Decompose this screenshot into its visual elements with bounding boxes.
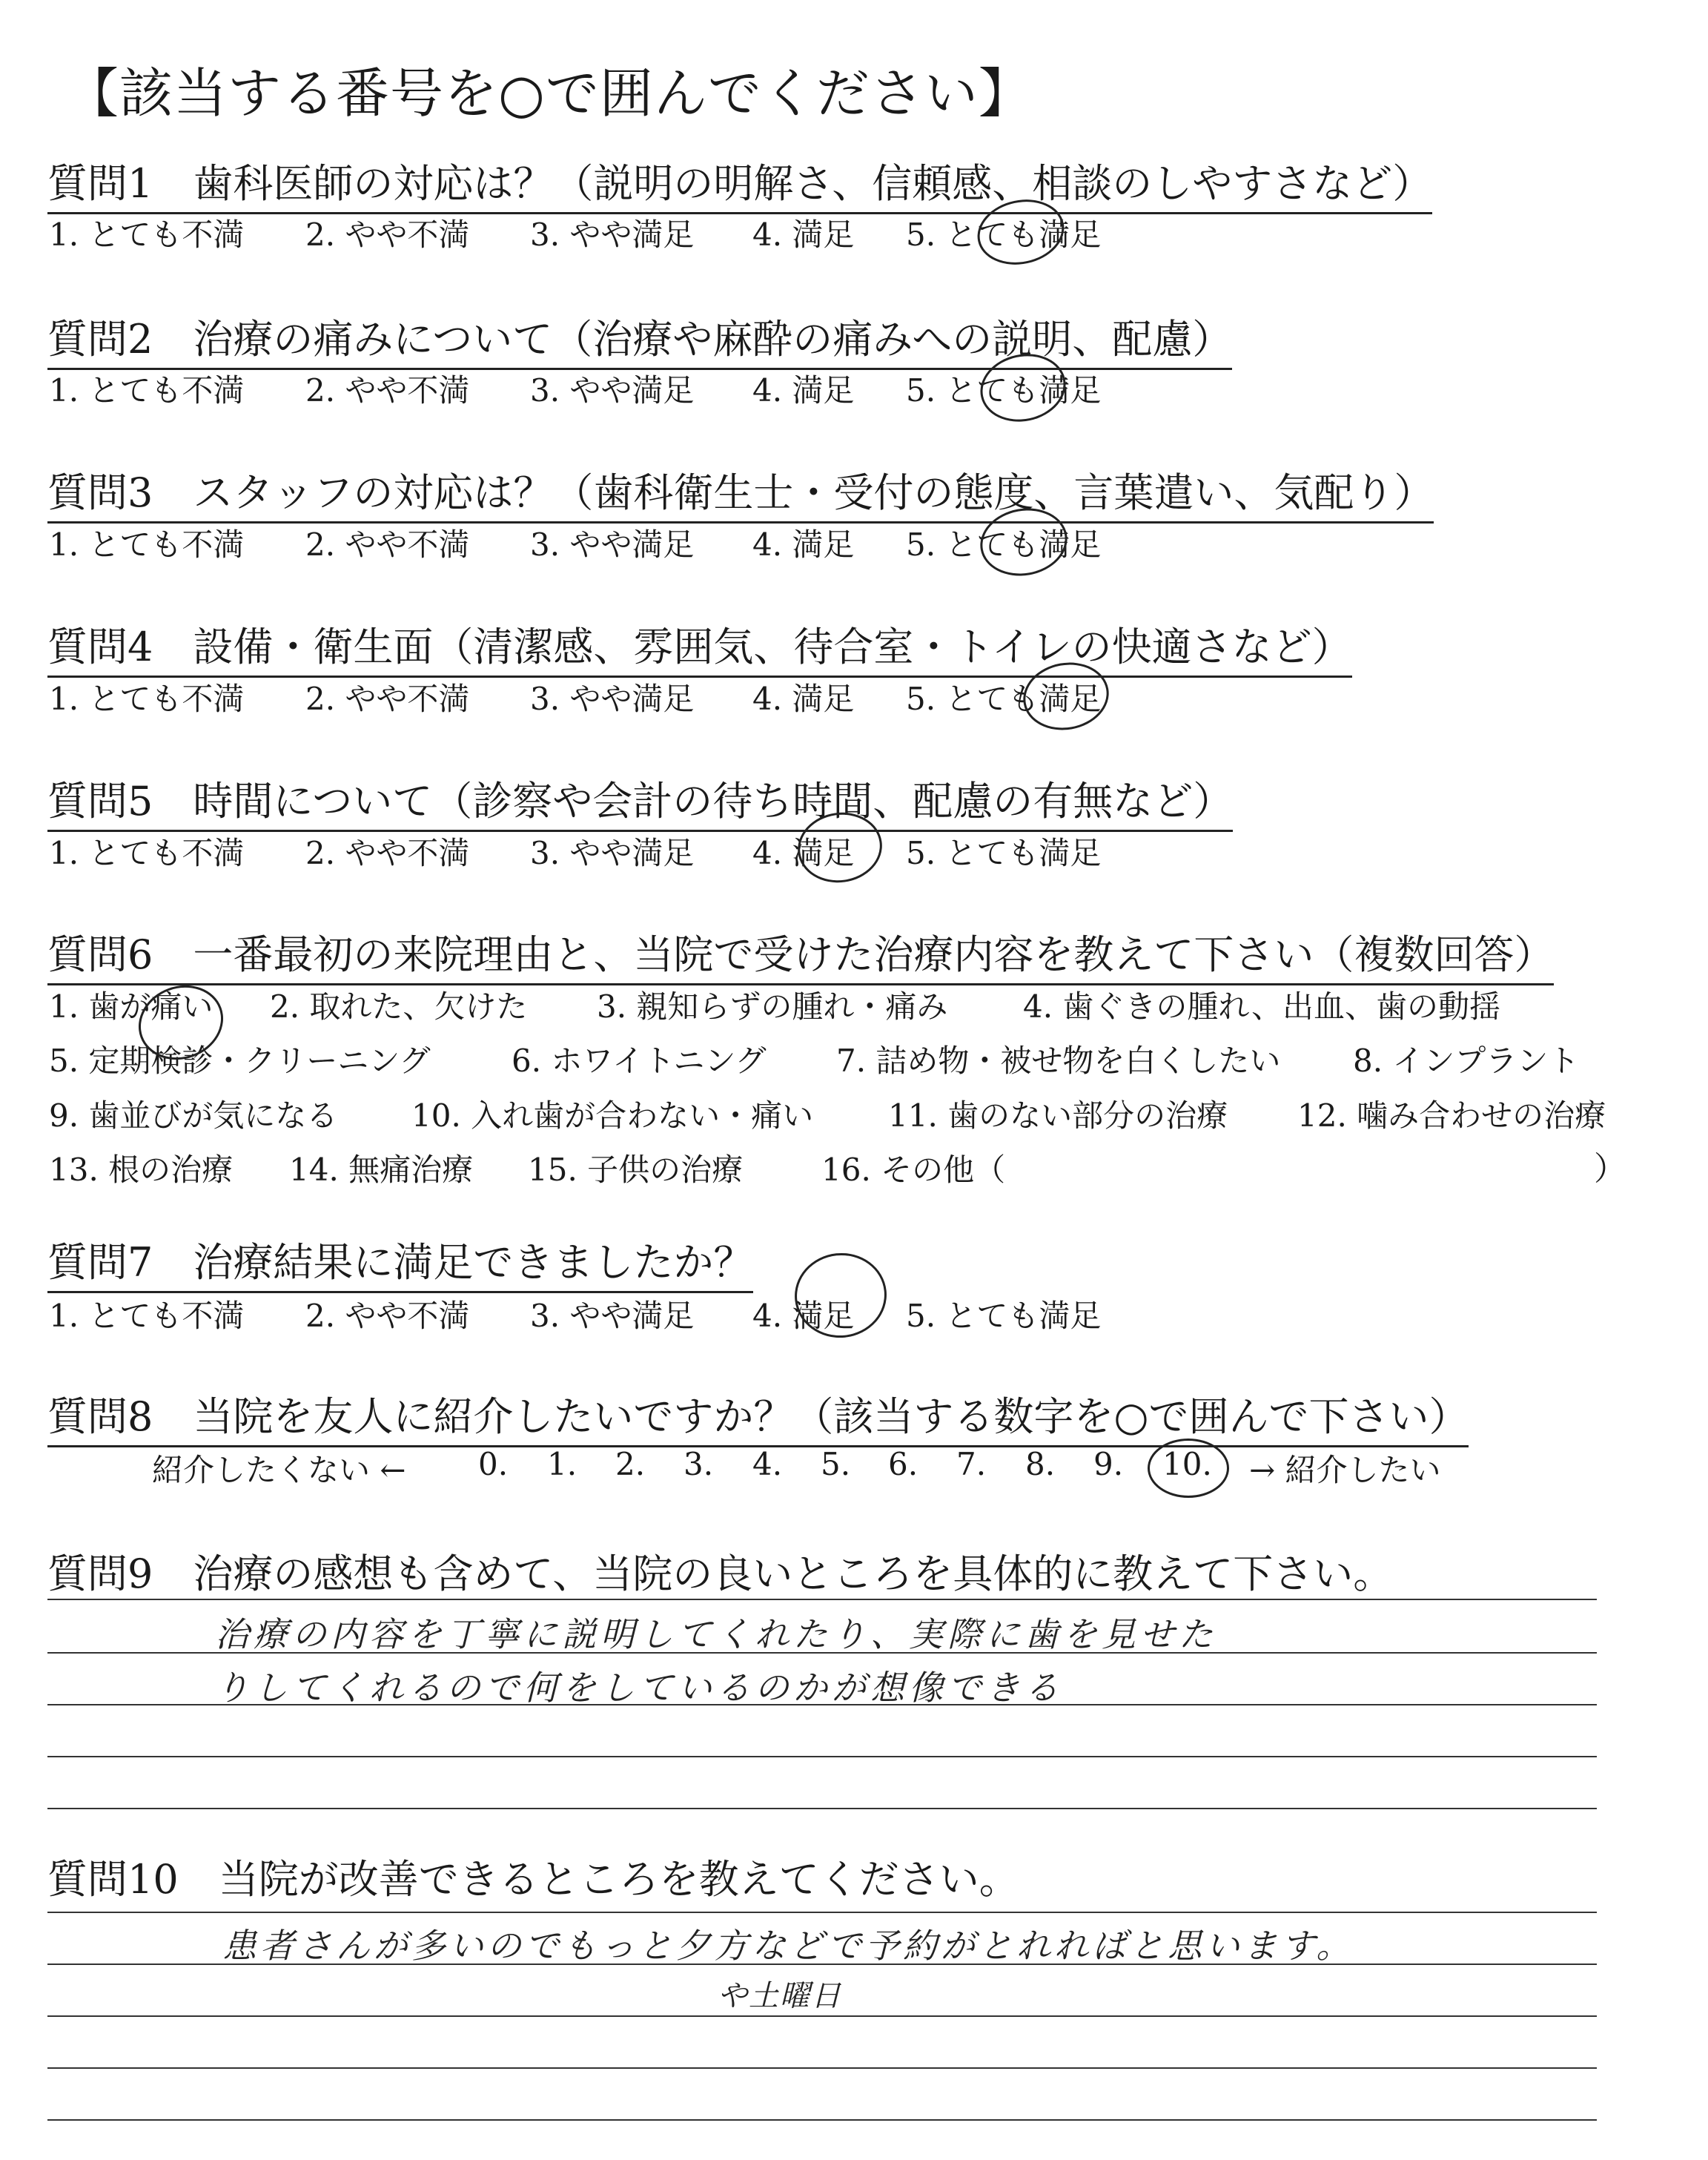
q3-option-2[interactable]: 2. やや不満 [305,526,470,563]
q4-option-5[interactable]: 5. とても満足 [906,681,1102,717]
q1-option-4[interactable]: 4. 満足 [752,217,855,253]
q8-score-7[interactable]: 7. [956,1446,987,1482]
q2-option-4[interactable]: 4. 満足 [752,372,855,409]
q2-option-3[interactable]: 3. やや満足 [530,372,695,409]
q10-answer-rule-1 [47,1912,1597,1913]
q8-selection-circle [1148,1439,1229,1498]
q6-option-16[interactable]: 16. その他（ [821,1152,1006,1188]
q4-option-2[interactable]: 2. やや不満 [305,681,470,717]
question-6-label: 質問6 一番最初の来院理由と、当院で受けた治療内容を教えて下さい（複数回答） [47,923,1554,985]
q6-option-13[interactable]: 13. 根の治療 [49,1152,234,1188]
q1-option-1[interactable]: 1. とても不満 [49,217,245,253]
q3-option-5[interactable]: 5. とても満足 [906,526,1102,563]
q4-option-4[interactable]: 4. 満足 [752,681,855,717]
q10-handwritten-answer: 患者さんが多いのでもっと夕方などで予約がとれればと思います。 [222,1926,1354,1966]
q8-scale-left-label: 紹介したくない ← [152,1452,406,1488]
q6-option-14[interactable]: 14. 無痛治療 [289,1152,474,1188]
question-5-label: 質問5 時間について（診察や会計の待ち時間、配慮の有無など） [47,770,1233,832]
question-7-label: 質問7 治療結果に満足できましたか？ [47,1231,753,1293]
q6-option-11[interactable]: 11. 歯のない部分の治療 [888,1097,1228,1134]
q6-option-3[interactable]: 3. 親知らずの腫れ・痛み [597,988,948,1025]
question-10-label: 質問10 当院が改善できるところを教えてください。 [47,1856,1019,1903]
q6-option-9[interactable]: 9. 歯並びが気になる [49,1097,338,1134]
q5-option-2[interactable]: 2. やや不満 [305,835,470,871]
q1-option-2[interactable]: 2. やや不満 [305,217,470,253]
q8-score-9[interactable]: 9. [1093,1446,1124,1482]
q5-option-3[interactable]: 3. やや満足 [530,835,695,871]
question-2-label: 質問2 治療の痛みについて（治療や麻酔の痛みへの説明、配慮） [47,308,1232,370]
q4-option-3[interactable]: 3. やや満足 [530,681,695,717]
q8-score-0[interactable]: 0. [478,1446,509,1482]
q9-answer-rule-4 [47,1756,1597,1757]
q6-option-10[interactable]: 10. 入れ歯が合わない・痛い [411,1097,814,1134]
question-3-label: 質問3 スタッフの対応は？（歯科衛生士・受付の態度、言葉遣い、気配り） [47,461,1434,524]
q8-score-10[interactable]: 10. [1162,1446,1212,1482]
q6-option-2[interactable]: 2. 取れた、欠けた [270,988,528,1025]
q6-option-4[interactable]: 4. 歯ぐきの腫れ、出血、歯の動揺 [1023,988,1500,1025]
q2-option-5[interactable]: 5. とても満足 [906,372,1102,409]
q8-score-8[interactable]: 8. [1025,1446,1056,1482]
form-title: 【該当する番号を○で囲んでください】 [65,62,1033,125]
q9-handwritten-answer-line-1: 治療の内容を丁寧に説明してくれたり、実際に歯を見せた [215,1614,1217,1654]
q7-option-3[interactable]: 3. やや満足 [530,1298,695,1334]
q10-handwritten-note: や土曜日 [718,1979,842,2013]
q6-other-close-paren: ） [1594,1150,1626,1188]
q6-option-8[interactable]: 8. インプラント [1353,1043,1580,1079]
q6-option-7[interactable]: 7. 詰め物・被せ物を白くしたい [836,1043,1281,1079]
q7-option-4[interactable]: 4. 満足 [752,1298,855,1334]
q8-score-2[interactable]: 2. [615,1446,646,1482]
q10-answer-rule-3 [47,2015,1597,2017]
q8-score-6[interactable]: 6. [888,1446,918,1482]
q8-score-3[interactable]: 3. [683,1446,714,1482]
q7-option-1[interactable]: 1. とても不満 [49,1298,245,1334]
q10-answer-rule-5 [47,2119,1597,2121]
question-1-label: 質問1 歯科医師の対応は？（説明の明解さ、信頼感、相談のしやすさなど） [47,152,1432,214]
q7-option-2[interactable]: 2. やや不満 [305,1298,470,1334]
question-9-label: 質問9 治療の感想も含めて、当院の良いところを具体的に教えて下さい。 [47,1550,1394,1597]
question-4-label: 質問4 設備・衛生面（清潔感、雰囲気、待合室・トイレの快適さなど） [47,615,1352,678]
q5-option-5[interactable]: 5. とても満足 [906,835,1102,871]
q3-option-1[interactable]: 1. とても不満 [49,526,245,563]
q9-answer-rule-5 [47,1808,1597,1809]
q1-option-5[interactable]: 5. とても満足 [906,217,1102,253]
q3-option-4[interactable]: 4. 満足 [752,526,855,563]
q6-option-5[interactable]: 5. 定期検診・クリーニング [49,1043,431,1079]
q8-score-4[interactable]: 4. [752,1446,783,1482]
q1-option-3[interactable]: 3. やや満足 [530,217,695,253]
q9-handwritten-answer-line-2: りしてくれるので何をしているのかが想像できる [215,1668,1063,1708]
q8-scale-right-label: → 紹介したい [1249,1452,1441,1488]
q2-option-2[interactable]: 2. やや不満 [305,372,470,409]
q8-score-1[interactable]: 1. [547,1446,577,1482]
q5-option-4[interactable]: 4. 満足 [752,835,855,871]
q5-option-1[interactable]: 1. とても不満 [49,835,245,871]
q6-option-12[interactable]: 12. 噛み合わせの治療 [1297,1097,1606,1134]
q10-answer-rule-4 [47,2067,1597,2069]
q2-option-1[interactable]: 1. とても不満 [49,372,245,409]
q7-option-5[interactable]: 5. とても満足 [906,1298,1102,1334]
q6-option-1[interactable]: 1. 歯が痛い [49,988,214,1025]
q6-option-6[interactable]: 6. ホワイトニング [512,1043,767,1079]
q4-option-1[interactable]: 1. とても不満 [49,681,245,717]
question-8-label: 質問8 当院を友人に紹介したいですか？（該当する数字を○で囲んで下さい） [47,1385,1469,1447]
q9-answer-rule-1 [47,1599,1597,1600]
q3-option-3[interactable]: 3. やや満足 [530,526,695,563]
q8-score-5[interactable]: 5. [821,1446,851,1482]
q6-option-15[interactable]: 15. 子供の治療 [528,1152,744,1188]
